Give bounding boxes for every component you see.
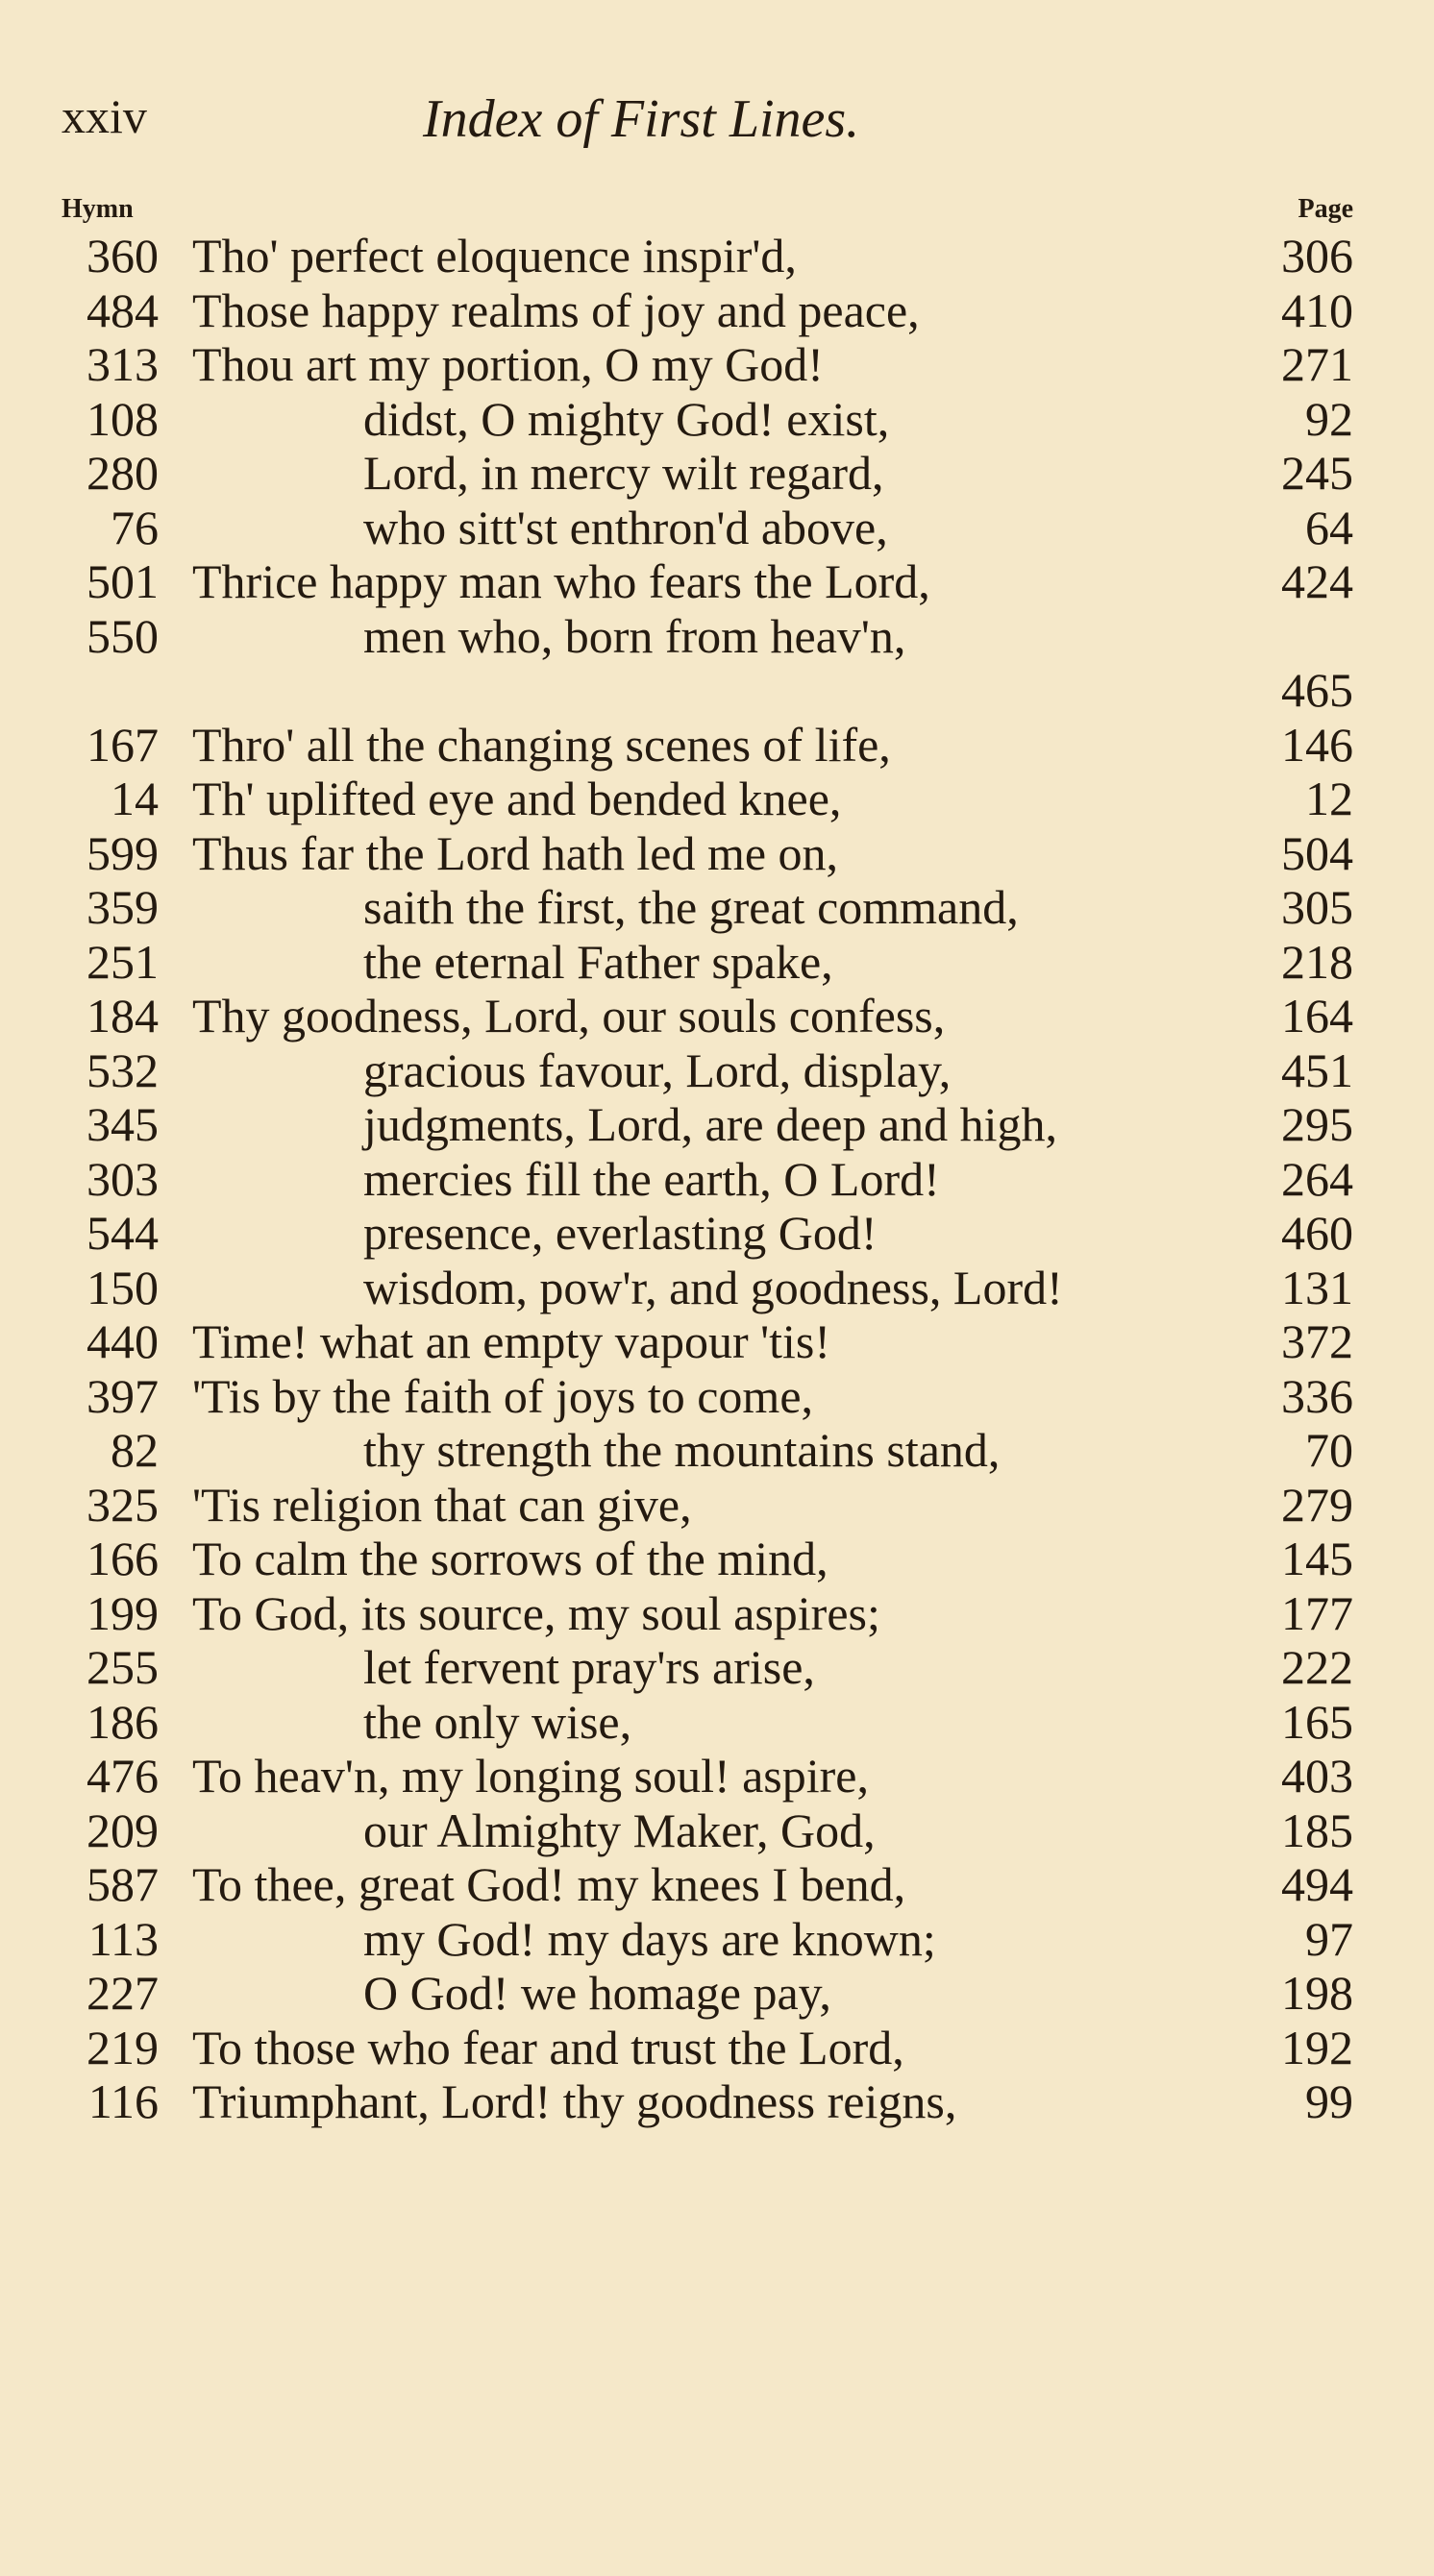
page-reference: 12 — [1305, 772, 1353, 825]
first-line: Thrice happy man who fears the Lord, — [192, 554, 930, 608]
page-reference: 92 — [1305, 391, 1353, 446]
hymn-number: 476 — [87, 1749, 159, 1803]
index-entry — [0, 1803, 1434, 1858]
first-line: Those happy realms of joy and peace, — [192, 282, 920, 337]
hymn-number: 82 — [111, 1423, 159, 1477]
first-line: presence, everlasting God! — [363, 1206, 878, 1260]
page-reference: 218 — [1281, 934, 1353, 989]
hymn-number: 587 — [87, 1857, 159, 1911]
first-line: men who, born from heav'n, — [363, 608, 906, 663]
index-entry — [0, 283, 1434, 338]
page-reference: 198 — [1281, 1966, 1353, 2020]
first-line: To those who fear and trust the Lord, — [192, 2020, 904, 2074]
index-entry — [0, 989, 1434, 1043]
first-line: who sitt'st enthron'd above, — [363, 500, 888, 554]
hymn-number: 186 — [87, 1694, 159, 1749]
index-entry — [0, 501, 1434, 555]
index-entry — [0, 1314, 1434, 1369]
index-entry — [0, 935, 1434, 990]
hymn-number: 108 — [87, 391, 159, 446]
page-reference: 494 — [1281, 1857, 1353, 1911]
hymn-number: 325 — [87, 1477, 159, 1532]
first-line: the only wise, — [363, 1694, 632, 1749]
first-line: the eternal Father spake, — [363, 934, 833, 989]
page-reference: 264 — [1281, 1151, 1353, 1206]
first-line: 'Tis by the faith of joys to come, — [192, 1368, 814, 1423]
index-entry — [0, 1857, 1434, 1912]
page-reference: 295 — [1281, 1097, 1353, 1151]
first-line: To heav'n, my longing soul! aspire, — [192, 1749, 870, 1803]
page-reference: 410 — [1281, 282, 1353, 337]
index-entry — [0, 1912, 1434, 1967]
page-reference: 222 — [1281, 1640, 1353, 1694]
page-reference: 279 — [1281, 1477, 1353, 1532]
hymn-number: 209 — [87, 1803, 159, 1857]
page-reference: 306 — [1281, 229, 1353, 282]
page-reference: 460 — [1281, 1206, 1353, 1260]
hymn-number: 199 — [87, 1585, 159, 1640]
index-entry — [0, 1369, 1434, 1424]
page-reference: 131 — [1281, 1260, 1353, 1314]
first-line: Thus far the Lord hath led me on, — [192, 825, 839, 880]
hymn-number: 397 — [87, 1368, 159, 1423]
index-entry — [0, 609, 1434, 718]
column-headers — [0, 194, 1434, 233]
hymn-number: 219 — [87, 2020, 159, 2074]
first-line: Triumphant, Lord! thy goodness reigns, — [192, 2074, 957, 2128]
page-reference: 164 — [1281, 989, 1353, 1043]
page-number: xxiv — [62, 89, 147, 143]
hymn-column-header: Hymn — [62, 194, 134, 224]
page-reference: 185 — [1281, 1803, 1353, 1857]
index-entry — [0, 229, 1434, 283]
page-reference: 465 — [1281, 663, 1353, 717]
index-entry — [0, 880, 1434, 935]
index-entry — [0, 1261, 1434, 1315]
index-entry — [0, 337, 1434, 392]
hymn-number: 227 — [87, 1966, 159, 2020]
index-entry — [0, 1749, 1434, 1803]
first-line: didst, O mighty God! exist, — [363, 391, 890, 446]
page-column-header: Page — [1298, 194, 1353, 224]
page-reference: 504 — [1281, 825, 1353, 880]
page-reference: 192 — [1281, 2020, 1353, 2074]
index-entry — [0, 718, 1434, 773]
hymn-number: 532 — [87, 1043, 159, 1097]
first-line: saith the first, the great command, — [363, 880, 1019, 934]
index-entry — [0, 1206, 1434, 1261]
first-line: To calm the sorrows of the mind, — [192, 1532, 828, 1585]
page-title: Index of First Lines. — [423, 89, 860, 149]
page-reference: 403 — [1281, 1749, 1353, 1803]
hymn-number: 303 — [87, 1151, 159, 1206]
page-reference: 451 — [1281, 1043, 1353, 1097]
index-entry — [0, 772, 1434, 826]
page-reference: 70 — [1305, 1423, 1353, 1477]
hymn-number: 544 — [87, 1206, 159, 1260]
first-line: mercies fill the earth, O Lord! — [363, 1151, 940, 1206]
hymn-number: 113 — [87, 1911, 159, 1966]
hymn-number: 14 — [111, 772, 159, 825]
index-entry — [0, 1423, 1434, 1478]
hymn-number: 167 — [87, 717, 159, 772]
first-line: Thy goodness, Lord, our souls confess, — [192, 989, 946, 1043]
first-line: Time! what an empty vapour 'tis! — [192, 1314, 831, 1368]
page-reference: 372 — [1281, 1314, 1353, 1368]
first-line: To thee, great God! my knees I bend, — [192, 1857, 906, 1911]
first-line: Thou art my portion, O my God! — [192, 337, 824, 391]
page-reference: 99 — [1305, 2074, 1353, 2128]
first-line: thy strength the mountains stand, — [363, 1423, 1001, 1477]
page-reference: 146 — [1281, 717, 1353, 772]
hymn-number: 116 — [87, 2074, 159, 2128]
first-line: gracious favour, Lord, display, — [363, 1043, 952, 1097]
hymn-number: 76 — [111, 500, 159, 554]
hymn-number: 251 — [87, 934, 159, 989]
hymn-number: 359 — [87, 880, 159, 934]
page-reference: 336 — [1281, 1368, 1353, 1423]
page-reference: 271 — [1281, 337, 1353, 391]
index-entry — [0, 1695, 1434, 1750]
hymn-number: 599 — [87, 825, 159, 880]
index-entry — [0, 1043, 1434, 1098]
hymn-number: 150 — [87, 1260, 159, 1314]
hymn-number: 255 — [87, 1640, 159, 1694]
first-line: my God! my days are known; — [363, 1911, 936, 1966]
index-entry — [0, 826, 1434, 881]
index-entry — [0, 1640, 1434, 1695]
hymn-number: 360 — [87, 229, 159, 282]
index-entry — [0, 2021, 1434, 2075]
first-line: Thro' all the changing scenes of life, — [192, 717, 891, 772]
index-entry — [0, 1532, 1434, 1586]
index-entry — [0, 1586, 1434, 1641]
page-header — [0, 88, 1434, 165]
first-line: Tho' perfect eloquence inspir'd, — [192, 229, 797, 282]
index-entry — [0, 2074, 1434, 2129]
hymn-number: 184 — [87, 989, 159, 1043]
hymn-number: 550 — [87, 608, 159, 663]
index-entry — [0, 1966, 1434, 2021]
hymn-number: 501 — [87, 554, 159, 608]
hymn-number: 280 — [87, 446, 159, 500]
first-line: our Almighty Maker, God, — [363, 1803, 876, 1857]
hymn-number: 440 — [87, 1314, 159, 1368]
page-reference: 64 — [1305, 500, 1353, 554]
hymn-number: 166 — [87, 1532, 159, 1585]
page-reference: 145 — [1281, 1532, 1353, 1585]
page-reference: 165 — [1281, 1694, 1353, 1749]
hymn-number: 313 — [87, 337, 159, 391]
first-line: wisdom, pow'r, and goodness, Lord! — [363, 1260, 1063, 1314]
index-entry — [0, 446, 1434, 501]
first-line: judgments, Lord, are deep and high, — [363, 1097, 1058, 1151]
first-line: To God, its source, my soul aspires; — [192, 1585, 880, 1640]
first-line: O God! we homage pay, — [363, 1966, 831, 2020]
page-reference: 245 — [1281, 446, 1353, 500]
first-line: let fervent pray'rs arise, — [363, 1640, 815, 1694]
index-entry — [0, 392, 1434, 447]
page-reference: 177 — [1281, 1585, 1353, 1640]
index-entry — [0, 1478, 1434, 1533]
first-line: 'Tis religion that can give, — [192, 1477, 692, 1532]
page-reference: 97 — [1305, 1911, 1353, 1966]
hymn-number: 484 — [87, 282, 159, 337]
first-line: Lord, in mercy wilt regard, — [363, 446, 884, 500]
page-reference: 424 — [1281, 554, 1353, 608]
first-line: Th' uplifted eye and bended knee, — [192, 772, 842, 825]
hymn-number: 345 — [87, 1097, 159, 1151]
index-list — [0, 229, 1434, 2129]
index-entry — [0, 554, 1434, 609]
index-entry — [0, 1097, 1434, 1152]
index-entry — [0, 1152, 1434, 1207]
page-reference: 305 — [1281, 880, 1353, 934]
